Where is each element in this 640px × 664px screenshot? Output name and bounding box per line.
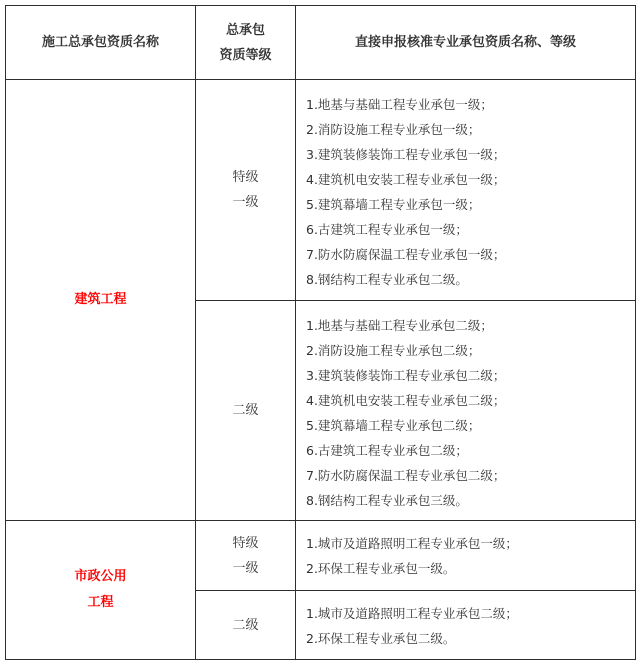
grade-line: 二级 (232, 403, 259, 418)
list-item: 8.钢结构工程专业承包二级。 (306, 272, 468, 287)
list-item: 3.建筑装修装饰工程专业承包一级； (306, 147, 506, 162)
qualification-table (5, 5, 636, 660)
header-specialty (295, 5, 636, 80)
grade-line: 一级 (232, 560, 259, 576)
list-item: 1.城市及道路照明工程专业承包二级； (306, 606, 518, 621)
category-name-municipal-line-1: 市政公用 (74, 569, 127, 584)
list-item: 2.消防设施工程专业承包一级； (306, 122, 481, 137)
category-cell-municipal (5, 520, 196, 660)
list-item: 5.建筑幕墙工程专业承包一级； (306, 197, 481, 212)
header-qualification-name-text: 施工总承包资质名称 (41, 35, 159, 50)
list-item: 2.环保工程专业承包二级。 (306, 631, 456, 646)
specialty-cell (295, 590, 636, 660)
list-item: 7.防水防腐保温工程专业承包二级； (306, 468, 506, 483)
list-item: 1.城市及道路照明工程专业承包一级； (306, 536, 518, 551)
grade-cell (195, 590, 296, 660)
header-grade-line-2: 资质等级 (219, 47, 272, 63)
list-item: 8.钢结构工程专业承包三级。 (306, 493, 468, 508)
header-qualification-name (5, 5, 196, 80)
list-item: 6.古建筑工程专业承包一级； (306, 222, 468, 237)
grade-cell (195, 520, 296, 591)
specialty-list (306, 92, 505, 292)
grade-line: 特级 (232, 535, 259, 551)
category-cell-building (5, 79, 196, 521)
specialty-list (306, 601, 518, 651)
list-item: 6.古建筑工程专业承包二级； (306, 443, 468, 458)
header-grade (195, 5, 296, 80)
header-specialty-text: 直接申报核准专业承包资质名称、等级 (354, 35, 576, 50)
list-item: 2.环保工程专业承包一级。 (306, 561, 456, 576)
list-item: 4.建筑机电安装工程专业承包一级； (306, 172, 506, 187)
category-name-building: 建筑工程 (74, 292, 127, 307)
list-item: 5.建筑幕墙工程专业承包二级； (306, 418, 481, 433)
header-grade-line-1: 总承包 (225, 22, 265, 38)
list-item: 1.地基与基础工程专业承包二级； (306, 318, 493, 333)
list-item: 1.地基与基础工程专业承包一级； (306, 97, 493, 112)
grade-cell (195, 79, 296, 301)
grade-line: 一级 (232, 195, 259, 210)
specialty-cell (295, 520, 636, 591)
specialty-list (306, 313, 505, 513)
list-item: 7.防水防腐保温工程专业承包一级； (306, 247, 506, 262)
list-item: 3.建筑装修装饰工程专业承包二级； (306, 368, 506, 383)
grade-cell (195, 300, 296, 521)
grade-line: 二级 (232, 617, 259, 633)
category-name-municipal-line-2: 工程 (87, 595, 114, 610)
list-item: 2.消防设施工程专业承包二级； (306, 343, 481, 358)
specialty-cell (295, 300, 636, 521)
specialty-cell (295, 79, 636, 301)
specialty-list (306, 531, 518, 581)
grade-line: 特级 (232, 170, 259, 185)
list-item: 4.建筑机电安装工程专业承包二级； (306, 393, 506, 408)
